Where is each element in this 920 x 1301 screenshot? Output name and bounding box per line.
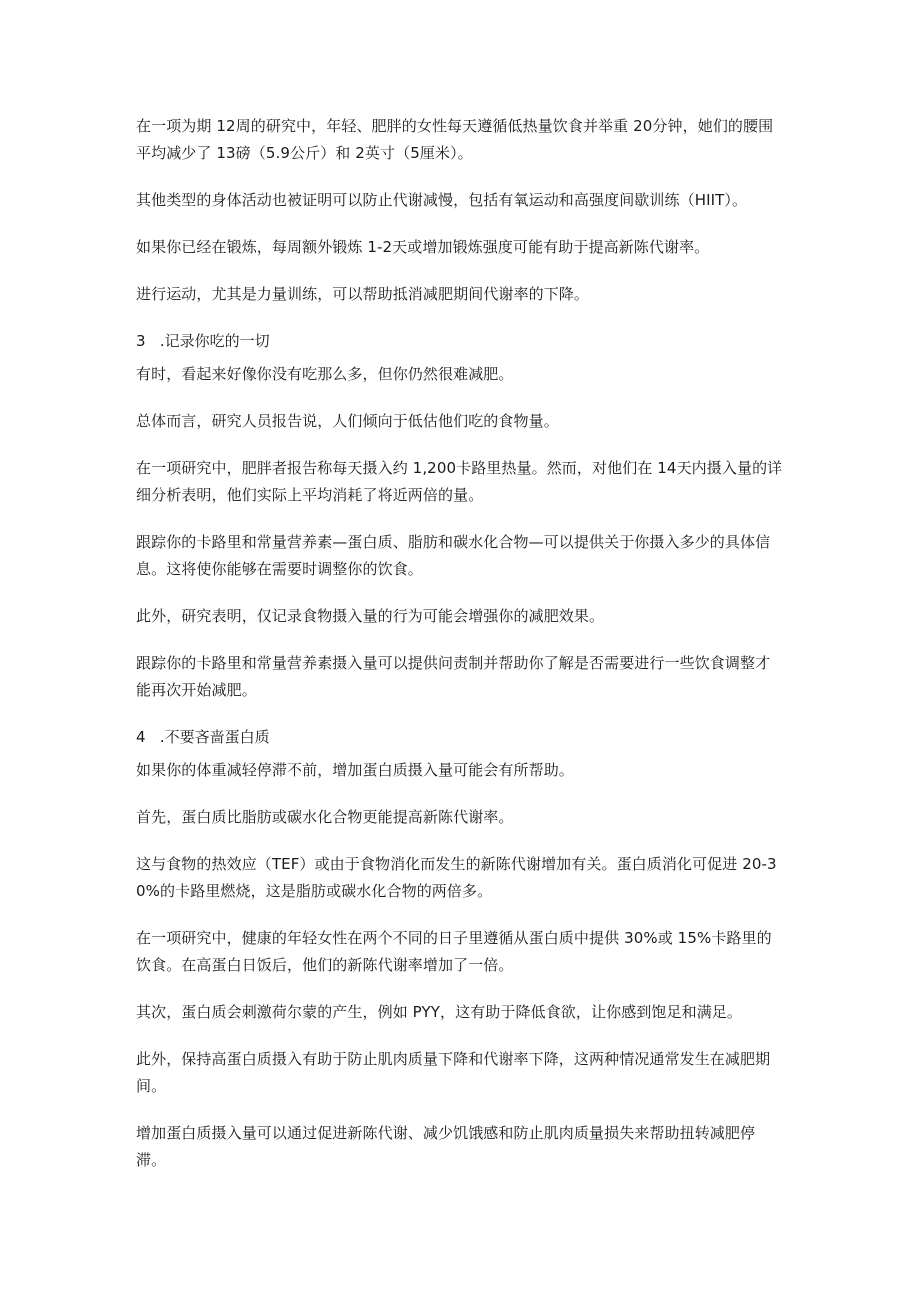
paragraph: 此外，研究表明，仅记录食物摄入量的行为可能会增强你的减肥效果。 (136, 607, 605, 625)
paragraph: 跟踪你的卡路里和常量营养素—蛋白质、脂肪和碳水化合物—可以提供关于你摄入多少的具体信息。这将使你能够在需要时调整你的饮食。 (136, 533, 771, 578)
paragraph: 有时，看起来好像你没有吃那么多，但你仍然很难减肥。 (136, 365, 514, 383)
paragraph: 跟踪你的卡路里和常量营养素摄入量可以提供问责制并帮助你了解是否需要进行一些饮食调整才能再次开始减肥。 (136, 654, 771, 699)
paragraph: 在一项研究中，肥胖者报告称每天摄入约 1,200卡路里热量。然而，对他们在 14天内摄入量的详细分析表明，他们实际上平均消耗了将近两倍的量。 (136, 459, 783, 504)
paragraph: 如果你已经在锻炼，每周额外锻炼 1-2天或增加锻炼强度可能有助于提高新陈代谢率。 (136, 238, 710, 256)
paragraph: 如果你的体重减轻停滞不前，增加蛋白质摄入量可能会有所帮助。 (136, 761, 574, 779)
paragraph: 其次，蛋白质会刺激荷尔蒙的产生，例如 PYY，这有助于降低食欲，让你感到饱足和满足。 (136, 1003, 743, 1021)
paragraph: 在一项研究中，健康的年轻女性在两个不同的日子里遵循从蛋白质中提供 30%或 15%卡路里的饮食。在高蛋白日饭后，他们的新陈代谢率增加了一倍。 (136, 929, 772, 974)
document-body (136, 113, 784, 1194)
paragraph: 在一项为期 12周的研究中，年轻、肥胖的女性每天遵循低热量饮食并举重 20分钟，她们的腰围平均减少了 13磅（5.9公斤）和 2英寸（5厘米）。 (136, 117, 774, 162)
paragraph: 这与食物的热效应（TEF）或由于食物消化而发生的新陈代谢增加有关。蛋白质消化可促进 20-30%的卡路里燃烧，这是脂肪或碳水化合物的两倍多。 (136, 855, 777, 900)
paragraph: 首先，蛋白质比脂肪或碳水化合物更能提高新陈代谢率。 (136, 808, 514, 826)
paragraph: 此外，保持高蛋白质摄入有助于防止肌肉质量下降和代谢率下降，这两种情况通常发生在减肥期间。 (136, 1050, 771, 1095)
paragraph: 增加蛋白质摄入量可以通过促进新陈代谢、减少饥饿感和防止肌肉质量损失来帮助扭转减肥停滞。 (136, 1124, 756, 1169)
section-heading-4: 4 .不要吝啬蛋白质 (136, 728, 270, 746)
paragraph: 总体而言，研究人员报告说，人们倾向于低估他们吃的食物量。 (136, 412, 559, 430)
paragraph: 进行运动，尤其是力量训练，可以帮助抵消减肥期间代谢率的下降。 (136, 285, 590, 303)
section-heading-3: 3 .记录你吃的一切 (136, 332, 270, 350)
paragraph: 其他类型的身体活动也被证明可以防止代谢减慢，包括有氧运动和高强度间歇训练（HIIT）。 (136, 191, 748, 209)
